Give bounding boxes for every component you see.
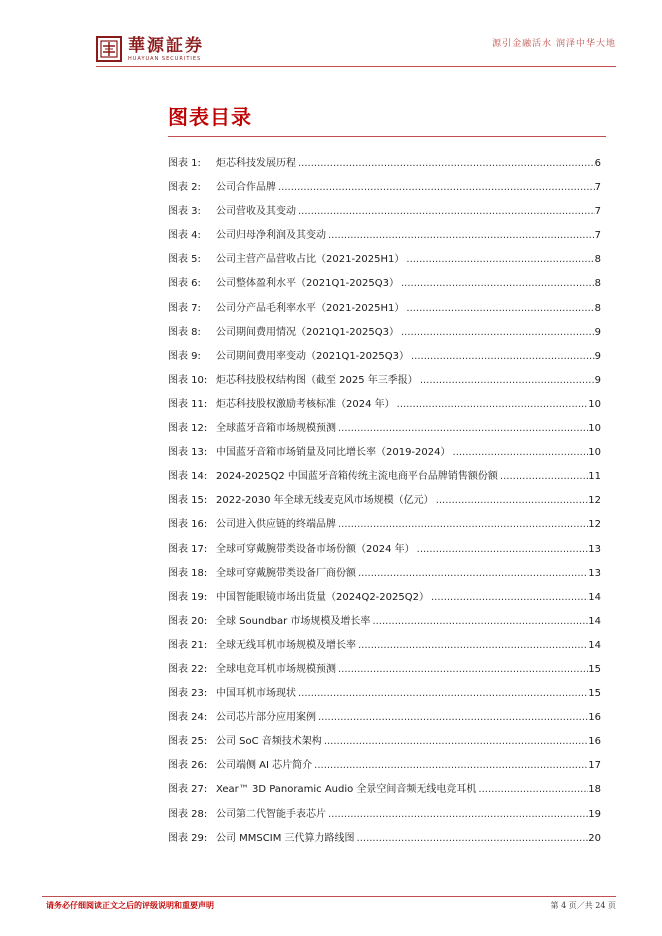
toc-entry-label: 图表 15: xyxy=(168,495,208,507)
toc-entry[interactable] xyxy=(168,441,601,465)
toc-entry-label: 图表 16: xyxy=(168,519,208,531)
toc-entry-leader xyxy=(418,369,595,393)
toc-entry[interactable] xyxy=(168,321,601,345)
toc-entry-leader xyxy=(336,417,588,441)
toc-entry[interactable] xyxy=(168,634,601,658)
toc-entry-label: 图表 11: xyxy=(168,398,208,410)
logo-name: 華源証券 xyxy=(128,35,204,56)
toc-entry-page: 10 xyxy=(588,423,601,435)
toc-title: 图表目录 xyxy=(168,105,252,129)
toc-entry-label: 图表 18: xyxy=(168,567,208,579)
footer-disclaimer: 请务必仔细阅读正文之后的评级说明和重要声明 xyxy=(46,901,214,910)
toc-entry-page: 10 xyxy=(588,447,601,459)
toc-entry-text: 公司芯片部分应用案例 xyxy=(216,712,316,724)
toc-entry-page: 14 xyxy=(588,615,601,627)
toc-entry-page: 12 xyxy=(588,495,601,507)
toc-entry-label: 图表 28: xyxy=(168,808,208,820)
toc-entry-label: 图表 9: xyxy=(168,350,201,362)
toc-entry-page: 8 xyxy=(594,278,601,290)
toc-entry[interactable] xyxy=(168,465,601,489)
toc-entry[interactable] xyxy=(168,369,601,393)
toc-entry-page: 9 xyxy=(594,374,601,386)
toc-entry[interactable] xyxy=(168,586,601,610)
header-divider xyxy=(96,66,616,67)
toc-entry-label: 图表 29: xyxy=(168,832,208,844)
toc-entry-text: 全球可穿戴腕带类设备市场份额（2024 年） xyxy=(216,543,415,555)
toc-entry[interactable] xyxy=(168,827,601,851)
toc-entry-page: 8 xyxy=(594,302,601,314)
toc-entry-text: 全球蓝牙音箱市场规模预测 xyxy=(216,423,336,435)
toc-entry-text: 炬芯科技发展历程 xyxy=(216,158,296,169)
toc-entry-page: 7 xyxy=(594,230,601,242)
toc-entry-leader xyxy=(356,562,588,586)
toc-entry-leader xyxy=(312,754,588,778)
title-divider xyxy=(168,136,606,137)
toc-entry-label: 图表 23: xyxy=(168,688,208,700)
logo-seal-icon xyxy=(96,36,122,62)
toc-entry-label: 图表 14: xyxy=(168,471,208,483)
toc-entry-page: 9 xyxy=(594,350,601,362)
toc-entry-leader xyxy=(276,176,595,200)
toc-entry-leader xyxy=(322,730,588,754)
toc-entry[interactable] xyxy=(168,610,601,634)
toc-entry-label: 图表 8: xyxy=(168,326,201,338)
toc-entry-leader xyxy=(399,272,595,296)
toc-entry-text: 公司进入供应链的终端品牌 xyxy=(216,519,336,531)
toc-entry-text: 炬芯科技股权激励考核标准（2024 年） xyxy=(216,398,395,410)
toc-entry-text: 公司主营产品营收占比（2021-2025H1） xyxy=(216,254,405,266)
toc-entry[interactable] xyxy=(168,272,601,296)
toc-entry-leader xyxy=(434,489,589,513)
toc-entry-page: 15 xyxy=(588,688,601,700)
toc-entry[interactable] xyxy=(168,297,601,321)
toc-entry-text: 公司分产品毛利率水平（2021-2025H1） xyxy=(216,302,405,314)
footer-page-number: 第 4 页／共 24 页 xyxy=(550,901,616,910)
toc-entry-text: 公司整体盈利水平（2021Q1-2025Q3） xyxy=(216,278,399,290)
toc-entry-leader xyxy=(326,224,595,248)
toc-entry-text: 2024-2025Q2 中国蓝牙音箱传统主流电商平台品牌销售额份额 xyxy=(216,471,498,483)
header-slogan: 源引金融活水 润泽中华大地 xyxy=(492,39,616,49)
toc-entry-label: 图表 5: xyxy=(168,254,201,266)
toc-entry[interactable] xyxy=(168,248,601,272)
toc-entry-page: 11 xyxy=(588,471,601,483)
toc-entry-text: 公司 MMSCIM 三代算力路线图 xyxy=(216,832,355,844)
toc-entry-leader xyxy=(415,538,589,562)
toc-entry-page: 20 xyxy=(588,832,601,844)
toc-entry-leader xyxy=(404,248,594,272)
toc-entry[interactable] xyxy=(168,754,601,778)
toc-entry-leader xyxy=(409,345,595,369)
toc-entry-leader xyxy=(356,634,588,658)
toc-entry[interactable] xyxy=(168,538,601,562)
toc-entry-label: 图表 10: xyxy=(168,374,208,386)
toc-entry[interactable] xyxy=(168,176,601,200)
toc-entry-text: 中国蓝牙音箱市场销量及同比增长率（2019-2024） xyxy=(216,447,451,459)
toc-entry-label: 图表 20: xyxy=(168,615,208,627)
toc-entry-page: 12 xyxy=(588,519,601,531)
toc-entry-text: 公司合作品牌 xyxy=(216,182,276,194)
toc-entry-label: 图表 19: xyxy=(168,591,208,603)
toc-entry-label: 图表 17: xyxy=(168,543,208,555)
toc-entry-leader xyxy=(404,297,594,321)
toc-entry-text: Xear™ 3D Panoramic Audio 全景空间音频无线电竞耳机 xyxy=(216,784,477,796)
toc-entry-page: 14 xyxy=(588,639,601,651)
toc-entry-leader xyxy=(296,152,595,176)
toc-entry-label: 图表 21: xyxy=(168,639,208,651)
toc-entry-leader xyxy=(370,610,588,634)
toc-entry-page: 16 xyxy=(588,712,601,724)
toc-entry[interactable] xyxy=(168,706,601,730)
toc-entry-page: 19 xyxy=(588,808,601,820)
toc-entry-text: 公司期间费用率变动（2021Q1-2025Q3） xyxy=(216,350,409,362)
toc-entry[interactable] xyxy=(168,489,601,513)
toc-entry-label: 图表 2: xyxy=(168,182,201,194)
toc-entry-label: 图表 25: xyxy=(168,736,208,748)
toc-entry-label: 图表 13: xyxy=(168,447,208,459)
toc-entry-page: 9 xyxy=(594,326,601,338)
toc-entry-text: 公司 SoC 音频技术架构 xyxy=(216,736,322,748)
toc-entry-label: 图表 27: xyxy=(168,784,208,796)
toc-entry-page: 13 xyxy=(588,567,601,579)
toc-entry-text: 中国耳机市场现状 xyxy=(216,688,296,700)
toc-entry-text: 公司归母净利润及其变动 xyxy=(216,230,326,242)
toc-entry[interactable] xyxy=(168,730,601,754)
toc-entry-text: 中国智能眼镜市场出货量（2024Q2-2025Q2） xyxy=(216,591,429,603)
toc-entry-page: 10 xyxy=(588,398,601,410)
toc-entry[interactable] xyxy=(168,562,601,586)
toc-entry-label: 图表 3: xyxy=(168,206,201,218)
toc-entry-label: 图表 26: xyxy=(168,760,208,772)
toc-entry[interactable] xyxy=(168,224,601,248)
toc-entry-text: 炬芯科技股权结构图（截至 2025 年三季报） xyxy=(216,374,418,386)
toc-entry[interactable] xyxy=(168,803,601,827)
toc-entry-label: 图表 4: xyxy=(168,230,201,242)
toc-entry-leader xyxy=(429,586,588,610)
toc-list xyxy=(168,152,601,851)
toc-entry[interactable] xyxy=(168,152,601,176)
toc-entry-text: 公司端侧 AI 芯片简介 xyxy=(216,760,313,772)
toc-entry-label: 图表 1: xyxy=(168,158,201,169)
toc-entry-text: 公司营收及其变动 xyxy=(216,206,296,218)
toc-entry[interactable] xyxy=(168,658,601,682)
toc-entry-text: 全球电竞耳机市场规模预测 xyxy=(216,663,336,675)
toc-entry-page: 15 xyxy=(588,663,601,675)
toc-entry-text: 全球可穿戴腕带类设备厂商份额 xyxy=(216,567,356,579)
toc-entry-leader xyxy=(498,465,588,489)
toc-entry-leader xyxy=(399,321,595,345)
toc-entry-leader xyxy=(326,803,588,827)
toc-entry-page: 14 xyxy=(588,591,601,603)
toc-entry-leader xyxy=(296,682,588,706)
toc-entry[interactable] xyxy=(168,393,601,417)
toc-entry-text: 公司第二代智能手表芯片 xyxy=(216,808,326,820)
toc-entry-leader xyxy=(336,513,588,537)
toc-entry-leader xyxy=(336,658,588,682)
toc-entry-leader xyxy=(476,778,588,802)
toc-entry-label: 图表 6: xyxy=(168,278,201,290)
toc-entry-page: 6 xyxy=(594,158,601,169)
footer-divider xyxy=(42,896,616,897)
toc-entry-text: 2022-2030 年全球无线麦克风市场规模（亿元） xyxy=(216,495,434,507)
toc-entry[interactable] xyxy=(168,682,601,706)
toc-entry-leader xyxy=(296,200,595,224)
toc-entry-leader xyxy=(451,441,589,465)
toc-entry-page: 16 xyxy=(588,736,601,748)
logo-name-en: HUAYUAN SECURITIES xyxy=(128,55,202,62)
toc-entry-label: 图表 7: xyxy=(168,302,201,314)
toc-entry-text: 全球无线耳机市场规模及增长率 xyxy=(216,639,356,651)
toc-entry-leader xyxy=(316,706,588,730)
toc-entry-text: 全球 Soundbar 市场规模及增长率 xyxy=(216,615,371,627)
toc-entry[interactable] xyxy=(168,417,601,441)
toc-entry-page: 7 xyxy=(594,206,601,218)
toc-entry[interactable] xyxy=(168,513,601,537)
toc-entry-leader xyxy=(395,393,589,417)
toc-entry-page: 8 xyxy=(594,254,601,266)
toc-entry-page: 18 xyxy=(588,784,601,796)
toc-entry-text: 公司期间费用情况（2021Q1-2025Q3） xyxy=(216,326,399,338)
company-logo xyxy=(96,36,204,62)
toc-entry-label: 图表 22: xyxy=(168,663,208,675)
toc-entry-label: 图表 24: xyxy=(168,712,208,724)
toc-entry[interactable] xyxy=(168,345,601,369)
toc-entry-label: 图表 12: xyxy=(168,423,208,435)
toc-entry[interactable] xyxy=(168,778,601,802)
toc-entry-page: 17 xyxy=(588,760,601,772)
toc-entry[interactable] xyxy=(168,200,601,224)
toc-entry-leader xyxy=(355,827,589,851)
toc-entry-page: 7 xyxy=(594,182,601,194)
toc-entry-page: 13 xyxy=(588,543,601,555)
